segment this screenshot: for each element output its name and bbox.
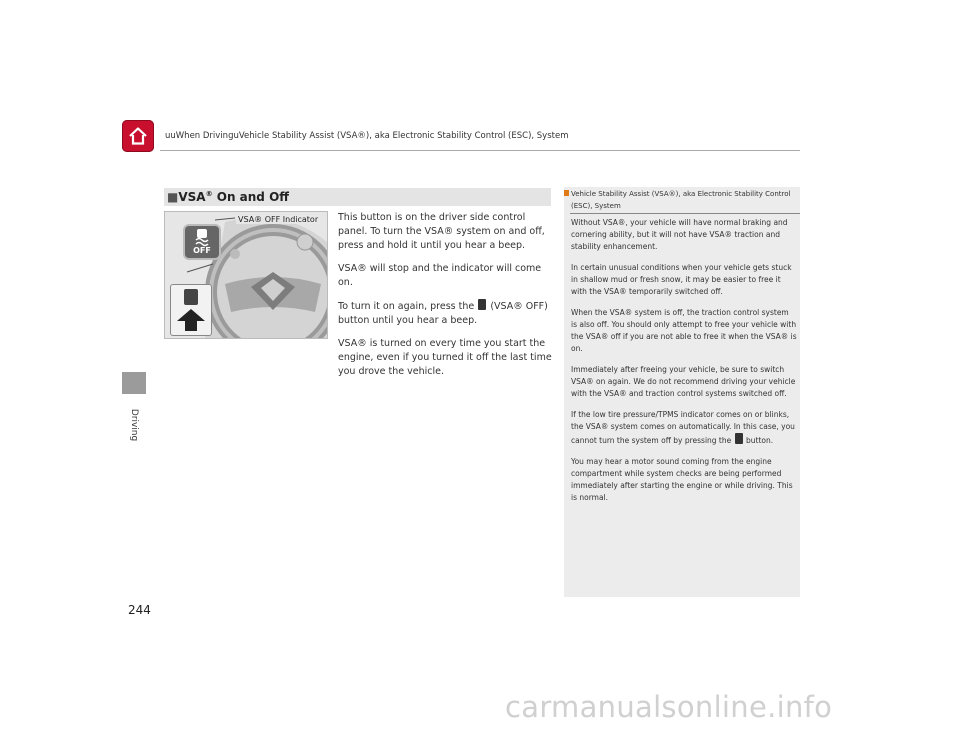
note-paragraph: You may hear a motor sound coming from the engine compartment while system checks are being performed immediately after starting the engine or while driving. This is normal. (571, 457, 793, 502)
home-icon (127, 125, 149, 147)
main-body-text (338, 211, 553, 388)
vsa-off-button-icon (478, 299, 486, 310)
note-paragraph: Immediately after freeing your vehicle, be sure to switch VSA® on again. We do not recommend driving your vehicle with the VSA® and traction control systems switched off. (571, 365, 796, 398)
press-arrow-icon (171, 307, 211, 333)
vsa-off-button-icon (735, 433, 743, 444)
note-paragraph: In certain unusual conditions when your vehicle gets stuck in shallow mud or fresh snow, it may be easier to free it with the VSA® temporarily switched off. (571, 263, 792, 296)
section-bullet-icon: ■ (167, 190, 179, 204)
off-label: OFF (193, 246, 211, 255)
skid-car-icon (185, 226, 219, 248)
body-paragraph-4: VSA® is turned on every time you start the engine, even if you turned it off the last time you drove the vehicle. (338, 338, 552, 377)
breadcrumb[interactable]: uuWhen DrivinguVehicle Stability Assist (VSA®), aka Electronic Stability Control (ESC), System (165, 131, 569, 141)
body-paragraph-2: VSA® will stop and the indicator will come on. (338, 263, 542, 288)
body-paragraph-3: To turn it on again, press the (VSA® OFF) button until you hear a beep. (338, 301, 548, 326)
note-paragraph: If the low tire pressure/TPMS indicator comes on or blinks, the VSA® system comes on automatically. In this case, you cannot turn the system off by pressing the button. (571, 410, 795, 445)
vsa-off-indicator-icon (185, 226, 219, 258)
vsa-off-button-icon (184, 289, 198, 305)
section-title: ■VSA® On and Off (167, 190, 289, 204)
header-divider (160, 150, 800, 151)
chapter-tab[interactable] (122, 372, 146, 394)
note-divider (570, 213, 800, 214)
note-body (571, 217, 797, 513)
vsa-off-indicator-label: VSA® OFF Indicator (238, 215, 319, 224)
body-paragraph-1: This button is on the driver side control panel. To turn the VSA® system on and off, press and hold it until you hear a beep. (338, 212, 545, 251)
note-paragraph: When the VSA® system is off, the traction control system is also off. You should only attempt to free your vehicle with the VSA® off if you are not able to free it when the VSA® is on. (571, 308, 797, 353)
home-button[interactable] (122, 120, 154, 152)
vsa-button-illustration (164, 211, 328, 339)
watermark-text: carmanualsonline.info (505, 690, 833, 724)
vsa-button-closeup (170, 284, 212, 336)
note-heading[interactable]: Vehicle Stability Assist (VSA®), aka Electronic Stability Control (ESC), System (571, 190, 791, 210)
page-number: 244 (128, 603, 151, 617)
chapter-label: Driving (129, 408, 139, 442)
note-paragraph: Without VSA®, your vehicle will have normal braking and cornering ability, but it will not have VSA® traction and stability enhancement. (571, 218, 788, 251)
